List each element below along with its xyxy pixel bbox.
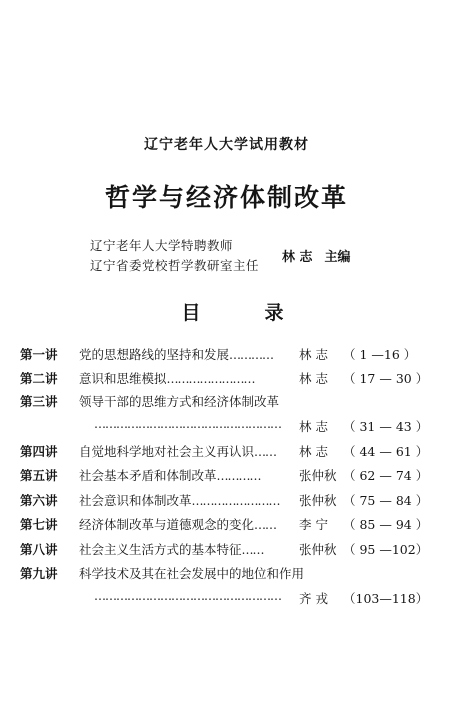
leader-dots: …………………… <box>191 494 280 508</box>
leader-dots: …… <box>254 518 277 532</box>
toc-entry[interactable] <box>0 564 461 584</box>
lecture-number: 第七讲 <box>20 517 58 532</box>
page-range: （ 31 — 43 ） <box>343 419 429 434</box>
leader-dots: ………… <box>229 348 274 362</box>
lecture-author: 林 志 <box>299 419 328 434</box>
lecture-title: 社会主义生活方式的基本特征…… <box>79 542 264 557</box>
leader-dots: ………… <box>216 469 261 483</box>
toc-heading-char-2: 录 <box>264 302 284 324</box>
toc-entry[interactable] <box>0 442 461 462</box>
lecture-author: 张仲秋 <box>299 468 337 483</box>
leader-dots: …………………………………………… <box>94 589 281 603</box>
leader-dots: …… <box>241 543 264 557</box>
toc-entry[interactable] <box>0 540 461 560</box>
series-title: 辽宁老年人大学试用教材 <box>144 137 309 153</box>
lecture-number: 第三讲 <box>20 394 58 409</box>
page-range: （ 1 —16 ） <box>343 347 417 362</box>
lecture-title: 社会意识和体制改革…………………… <box>79 493 280 508</box>
lecture-author: 李 宁 <box>299 517 328 532</box>
toc-entry[interactable] <box>0 369 461 389</box>
lecture-number: 第八讲 <box>20 542 58 557</box>
toc-entry-continuation[interactable] <box>0 589 461 609</box>
page-range: （ 95 —102） <box>343 542 429 557</box>
toc-entry-continuation[interactable] <box>0 417 461 437</box>
page-range: （ 75 — 84 ） <box>343 493 429 508</box>
toc-heading <box>2 298 461 325</box>
toc-heading-char-1: 目 <box>181 302 201 324</box>
leader-dots: …………………… <box>166 372 255 386</box>
lecture-author: 齐 戎 <box>299 591 328 606</box>
page-range: （ 85 — 94 ） <box>343 517 429 532</box>
lecture-title: 党的思想路线的坚持和发展………… <box>79 347 274 362</box>
editor-role: 主编 <box>324 250 351 265</box>
book-title: 哲学与经济体制改革 <box>104 183 348 212</box>
lecture-title: 科学技术及其在社会发展中的地位和作用 <box>79 566 305 581</box>
lecture-title: 意识和思维模拟…………………… <box>79 371 255 386</box>
affiliation-line-1: 辽宁老年人大学特聘教师 <box>90 238 234 253</box>
lecture-title: 经济体制改革与道德观念的变化…… <box>79 517 277 532</box>
lecture-title: 社会基本矛盾和体制改革………… <box>79 468 261 483</box>
leader-dots: …………………………………………… <box>94 417 281 431</box>
affiliation-line-2: 辽宁省委党校哲学教研室主任 <box>90 258 260 273</box>
toc-entry[interactable] <box>0 491 461 511</box>
lecture-author: 林 志 <box>299 371 328 386</box>
toc-entry[interactable] <box>0 392 461 412</box>
lecture-author: 张仲秋 <box>299 493 337 508</box>
lecture-number: 第六讲 <box>20 493 58 508</box>
page-range: （103—118） <box>343 591 429 606</box>
lecture-title: 领导干部的思维方式和经济体制改革 <box>79 394 280 409</box>
lecture-number: 第四讲 <box>20 444 58 459</box>
lecture-author: 张仲秋 <box>299 542 337 557</box>
lecture-title: 自觉地科学地对社会主义再认识…… <box>79 444 277 459</box>
author-affiliations <box>90 236 259 276</box>
lecture-author: 林 志 <box>299 444 328 459</box>
leader-dots: …… <box>254 445 277 459</box>
lecture-number: 第五讲 <box>20 468 58 483</box>
lecture-author: 林 志 <box>299 347 328 362</box>
page-range: （ 17 — 30 ） <box>343 371 429 386</box>
toc-entry[interactable] <box>0 466 461 486</box>
lecture-number: 第九讲 <box>20 566 58 581</box>
lecture-number: 第二讲 <box>20 371 58 386</box>
lecture-number: 第一讲 <box>20 347 58 362</box>
editor-name: 林 志 <box>282 250 313 265</box>
editor-credit <box>282 246 351 265</box>
page-range: （ 44 — 61 ） <box>343 444 429 459</box>
toc-entry[interactable] <box>0 515 461 535</box>
toc-entry[interactable] <box>0 345 461 365</box>
page-range: （ 62 — 74 ） <box>343 468 429 483</box>
